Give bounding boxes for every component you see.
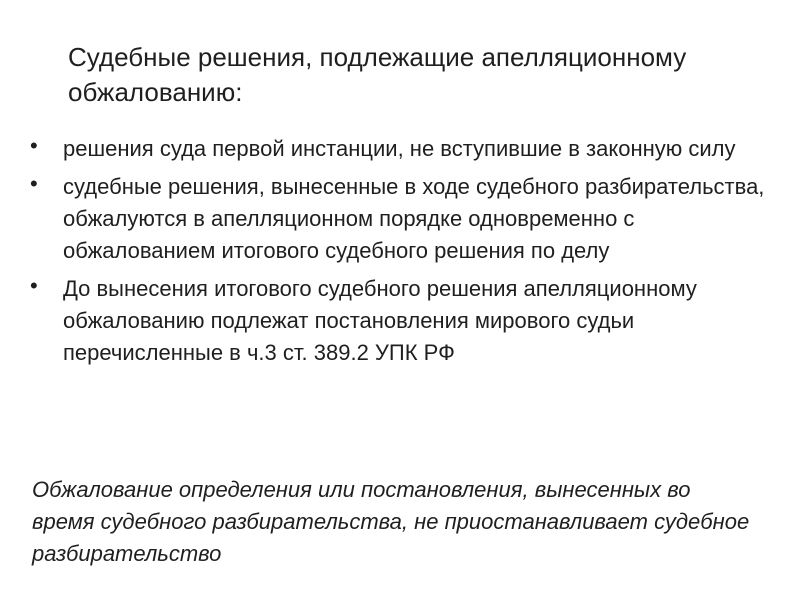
bullet-dot-icon: •	[30, 273, 38, 298]
bullet-dot-icon: •	[30, 133, 38, 158]
slide-title: Судебные решения, подлежащие апелляционному обжалованию:	[68, 42, 687, 107]
bullet-text: судебные решения, вынесенные в ходе судебного разбирательства, обжалуются в апелляционном порядке одновременно с обжалованием итогового судебного решения по делу	[63, 174, 765, 263]
bullet-item	[30, 133, 780, 165]
bullet-item	[30, 273, 780, 369]
bullet-item	[30, 171, 780, 267]
bullet-list	[30, 133, 780, 375]
bullet-dot-icon: •	[30, 171, 38, 196]
bullet-text: До вынесения итогового судебного решения апелляционному обжалованию подлежат постановления мирового судьи перечисленные в ч.3 ст. 389.2 УПК РФ	[63, 276, 697, 365]
italic-note: Обжалование определения или постановления, вынесенных во время судебного разбирательства, не приостанавливает судебное разбирательство	[32, 477, 750, 566]
bullet-text: решения суда первой инстанции, не вступившие в законную силу	[63, 136, 736, 161]
